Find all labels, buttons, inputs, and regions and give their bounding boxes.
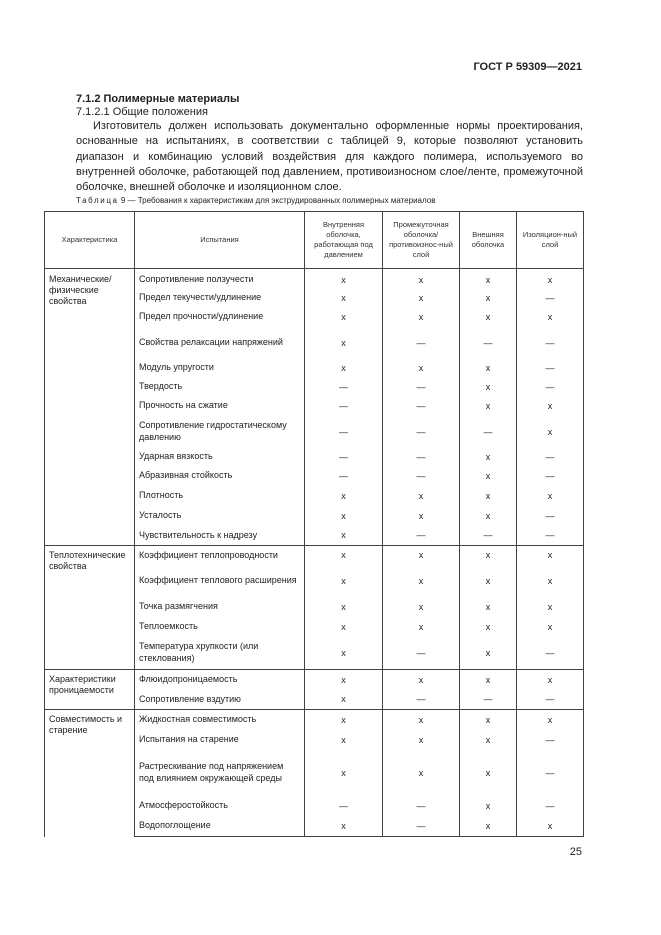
value-cell-intermediate-sheath: x	[383, 359, 460, 378]
value-cell-outer-sheath: x	[460, 359, 517, 378]
value-cell-intermediate-sheath: x	[383, 269, 460, 289]
value-cell-intermediate-sheath: —	[383, 690, 460, 710]
value-cell-outer-sheath: x	[460, 546, 517, 565]
value-cell-insulation-layer: —	[517, 750, 584, 796]
value-cell-intermediate-sheath: x	[383, 506, 460, 526]
intro-paragraph: Изготовитель должен использовать документально оформленные нормы проектирования, основанные на испытаниях, в соответствии с таблицей 9, которые позволяют установить диапазон и комбинацию условий воздействия для каждого полимера, используемого во внутренней оболочке, работающей под давлением, противоизносном слое/ленте, промежуточной оболочке, внешней оболочке и изоляционном слое.	[76, 120, 583, 194]
test-name-cell: Жидкостная совместимость	[135, 710, 305, 730]
value-cell-insulation-layer: x	[517, 486, 584, 506]
value-cell-outer-sheath: x	[460, 710, 517, 730]
value-cell-insulation-layer: —	[517, 327, 584, 359]
value-cell-inner-sheath: x	[305, 670, 383, 690]
value-cell-outer-sheath: x	[460, 486, 517, 506]
value-cell-intermediate-sheath: x	[383, 565, 460, 597]
value-cell-insulation-layer: x	[517, 597, 584, 617]
test-name-cell: Водопоглощение	[135, 816, 305, 837]
value-cell-insulation-layer: x	[517, 670, 584, 690]
value-cell-insulation-layer: —	[517, 467, 584, 486]
test-name-cell: Точка размягчения	[135, 597, 305, 617]
page-number: 25	[569, 846, 582, 858]
value-cell-intermediate-sheath: —	[383, 416, 460, 448]
header-characteristic: Характеристика	[45, 212, 135, 269]
value-cell-intermediate-sheath: —	[383, 637, 460, 670]
test-name-cell: Прочность на сжатие	[135, 397, 305, 416]
value-cell-inner-sheath: —	[305, 378, 383, 397]
value-cell-outer-sheath: —	[460, 690, 517, 710]
value-cell-outer-sheath: x	[460, 269, 517, 289]
value-cell-outer-sheath: x	[460, 750, 517, 796]
value-cell-insulation-layer: x	[517, 416, 584, 448]
value-cell-inner-sheath: x	[305, 617, 383, 637]
value-cell-insulation-layer: x	[517, 269, 584, 289]
test-name-cell: Предел текучести/удлинение	[135, 289, 305, 308]
value-cell-intermediate-sheath: —	[383, 526, 460, 546]
value-cell-outer-sheath: —	[460, 327, 517, 359]
value-cell-outer-sheath: x	[460, 467, 517, 486]
category-cell: Характеристики проницаемости	[45, 670, 135, 710]
test-name-cell: Температура хрупкости (или стеклования)	[135, 637, 305, 670]
value-cell-inner-sheath: x	[305, 730, 383, 750]
value-cell-insulation-layer: —	[517, 796, 584, 816]
table-header-row	[45, 212, 584, 269]
value-cell-inner-sheath: x	[305, 308, 383, 327]
category-cell: Совместимость и старение	[45, 710, 135, 837]
test-name-cell: Чувствительность к надрезу	[135, 526, 305, 546]
value-cell-insulation-layer: —	[517, 690, 584, 710]
test-name-cell: Сопротивление вздутию	[135, 690, 305, 710]
table-body	[45, 269, 584, 837]
value-cell-outer-sheath: x	[460, 378, 517, 397]
value-cell-intermediate-sheath: —	[383, 467, 460, 486]
value-cell-outer-sheath: x	[460, 816, 517, 837]
value-cell-outer-sheath: x	[460, 289, 517, 308]
test-name-cell: Предел прочности/удлинение	[135, 308, 305, 327]
value-cell-intermediate-sheath: —	[383, 378, 460, 397]
value-cell-intermediate-sheath: x	[383, 308, 460, 327]
table-row	[45, 269, 584, 289]
table-caption-label: Таблица	[76, 196, 119, 205]
value-cell-intermediate-sheath: x	[383, 670, 460, 690]
value-cell-insulation-layer: x	[517, 816, 584, 837]
value-cell-outer-sheath: x	[460, 506, 517, 526]
test-name-cell: Сопротивление ползучести	[135, 269, 305, 289]
table-row	[45, 710, 584, 730]
header-outer-sheath: Внешняя оболочка	[460, 212, 517, 269]
value-cell-outer-sheath: x	[460, 597, 517, 617]
category-cell: Механические/ физические свойства	[45, 269, 135, 546]
value-cell-inner-sheath: x	[305, 710, 383, 730]
value-cell-insulation-layer: —	[517, 359, 584, 378]
value-cell-inner-sheath: x	[305, 565, 383, 597]
value-cell-intermediate-sheath: —	[383, 796, 460, 816]
value-cell-inner-sheath: x	[305, 526, 383, 546]
value-cell-intermediate-sheath: —	[383, 327, 460, 359]
test-name-cell: Теплоемкость	[135, 617, 305, 637]
value-cell-insulation-layer: —	[517, 448, 584, 467]
test-name-cell: Испытания на старение	[135, 730, 305, 750]
test-name-cell: Коэффициент теплопроводности	[135, 546, 305, 565]
table-caption-text: 9 — Требования к характеристикам для экструдированных полимерных материалов	[120, 196, 436, 205]
value-cell-insulation-layer: x	[517, 397, 584, 416]
category-cell: Теплотехнические свойства	[45, 546, 135, 670]
value-cell-inner-sheath: x	[305, 486, 383, 506]
value-cell-inner-sheath: —	[305, 796, 383, 816]
value-cell-intermediate-sheath: —	[383, 448, 460, 467]
value-cell-insulation-layer: —	[517, 289, 584, 308]
value-cell-intermediate-sheath: x	[383, 546, 460, 565]
value-cell-outer-sheath: x	[460, 796, 517, 816]
test-name-cell: Модуль упругости	[135, 359, 305, 378]
test-name-cell: Усталость	[135, 506, 305, 526]
value-cell-insulation-layer: —	[517, 526, 584, 546]
value-cell-outer-sheath: x	[460, 617, 517, 637]
test-name-cell: Твердость	[135, 378, 305, 397]
value-cell-inner-sheath: x	[305, 637, 383, 670]
requirements-table	[44, 211, 584, 837]
value-cell-intermediate-sheath: x	[383, 750, 460, 796]
test-name-cell: Сопротивление гидростатическому давлению	[135, 416, 305, 448]
test-name-cell: Ударная вязкость	[135, 448, 305, 467]
value-cell-inner-sheath: x	[305, 690, 383, 710]
value-cell-outer-sheath: x	[460, 637, 517, 670]
value-cell-intermediate-sheath: x	[383, 486, 460, 506]
value-cell-inner-sheath: x	[305, 289, 383, 308]
test-name-cell: Флюидопроницаемость	[135, 670, 305, 690]
test-name-cell: Свойства релаксации напряжений	[135, 327, 305, 359]
value-cell-insulation-layer: x	[517, 710, 584, 730]
value-cell-insulation-layer: x	[517, 308, 584, 327]
value-cell-inner-sheath: —	[305, 397, 383, 416]
value-cell-insulation-layer: —	[517, 637, 584, 670]
value-cell-inner-sheath: x	[305, 816, 383, 837]
value-cell-intermediate-sheath: —	[383, 816, 460, 837]
value-cell-intermediate-sheath: x	[383, 710, 460, 730]
value-cell-outer-sheath: x	[460, 448, 517, 467]
value-cell-insulation-layer: —	[517, 730, 584, 750]
value-cell-insulation-layer: x	[517, 617, 584, 637]
test-name-cell: Плотность	[135, 486, 305, 506]
value-cell-outer-sheath: x	[460, 565, 517, 597]
value-cell-intermediate-sheath: x	[383, 597, 460, 617]
value-cell-inner-sheath: x	[305, 359, 383, 378]
table-row	[45, 670, 584, 690]
table-row	[45, 546, 584, 565]
value-cell-inner-sheath: —	[305, 448, 383, 467]
test-name-cell: Коэффициент теплового расширения	[135, 565, 305, 597]
table-caption	[76, 196, 435, 205]
value-cell-inner-sheath: x	[305, 269, 383, 289]
standard-code: ГОСТ Р 59309—2021	[473, 61, 582, 73]
value-cell-outer-sheath: x	[460, 308, 517, 327]
test-name-cell: Атмосферостойкость	[135, 796, 305, 816]
test-name-cell: Абразивная стойкость	[135, 467, 305, 486]
section-title: 7.1.2 Полимерные материалы	[76, 93, 240, 105]
header-inner-sheath: Внутренняя оболочка, работающая под давлением	[305, 212, 383, 269]
value-cell-inner-sheath: —	[305, 416, 383, 448]
value-cell-inner-sheath: x	[305, 546, 383, 565]
value-cell-insulation-layer: —	[517, 378, 584, 397]
header-tests: Испытания	[135, 212, 305, 269]
test-name-cell: Растрескивание под напряжением под влиянием окружающей среды	[135, 750, 305, 796]
value-cell-insulation-layer: —	[517, 506, 584, 526]
value-cell-inner-sheath: x	[305, 506, 383, 526]
header-intermediate-sheath: Промежуточная оболочка/ противоизнос-ный слой	[383, 212, 460, 269]
value-cell-intermediate-sheath: x	[383, 617, 460, 637]
value-cell-inner-sheath: x	[305, 750, 383, 796]
subsection-title: 7.1.2.1 Общие положения	[76, 106, 208, 118]
value-cell-inner-sheath: x	[305, 327, 383, 359]
value-cell-outer-sheath: x	[460, 397, 517, 416]
header-insulation-layer: Изоляцион-ный слой	[517, 212, 584, 269]
value-cell-intermediate-sheath: —	[383, 397, 460, 416]
value-cell-intermediate-sheath: x	[383, 730, 460, 750]
value-cell-insulation-layer: x	[517, 565, 584, 597]
value-cell-inner-sheath: —	[305, 467, 383, 486]
value-cell-insulation-layer: x	[517, 546, 584, 565]
value-cell-outer-sheath: —	[460, 526, 517, 546]
value-cell-intermediate-sheath: x	[383, 289, 460, 308]
value-cell-outer-sheath: x	[460, 670, 517, 690]
value-cell-outer-sheath: —	[460, 416, 517, 448]
value-cell-inner-sheath: x	[305, 597, 383, 617]
value-cell-outer-sheath: x	[460, 730, 517, 750]
